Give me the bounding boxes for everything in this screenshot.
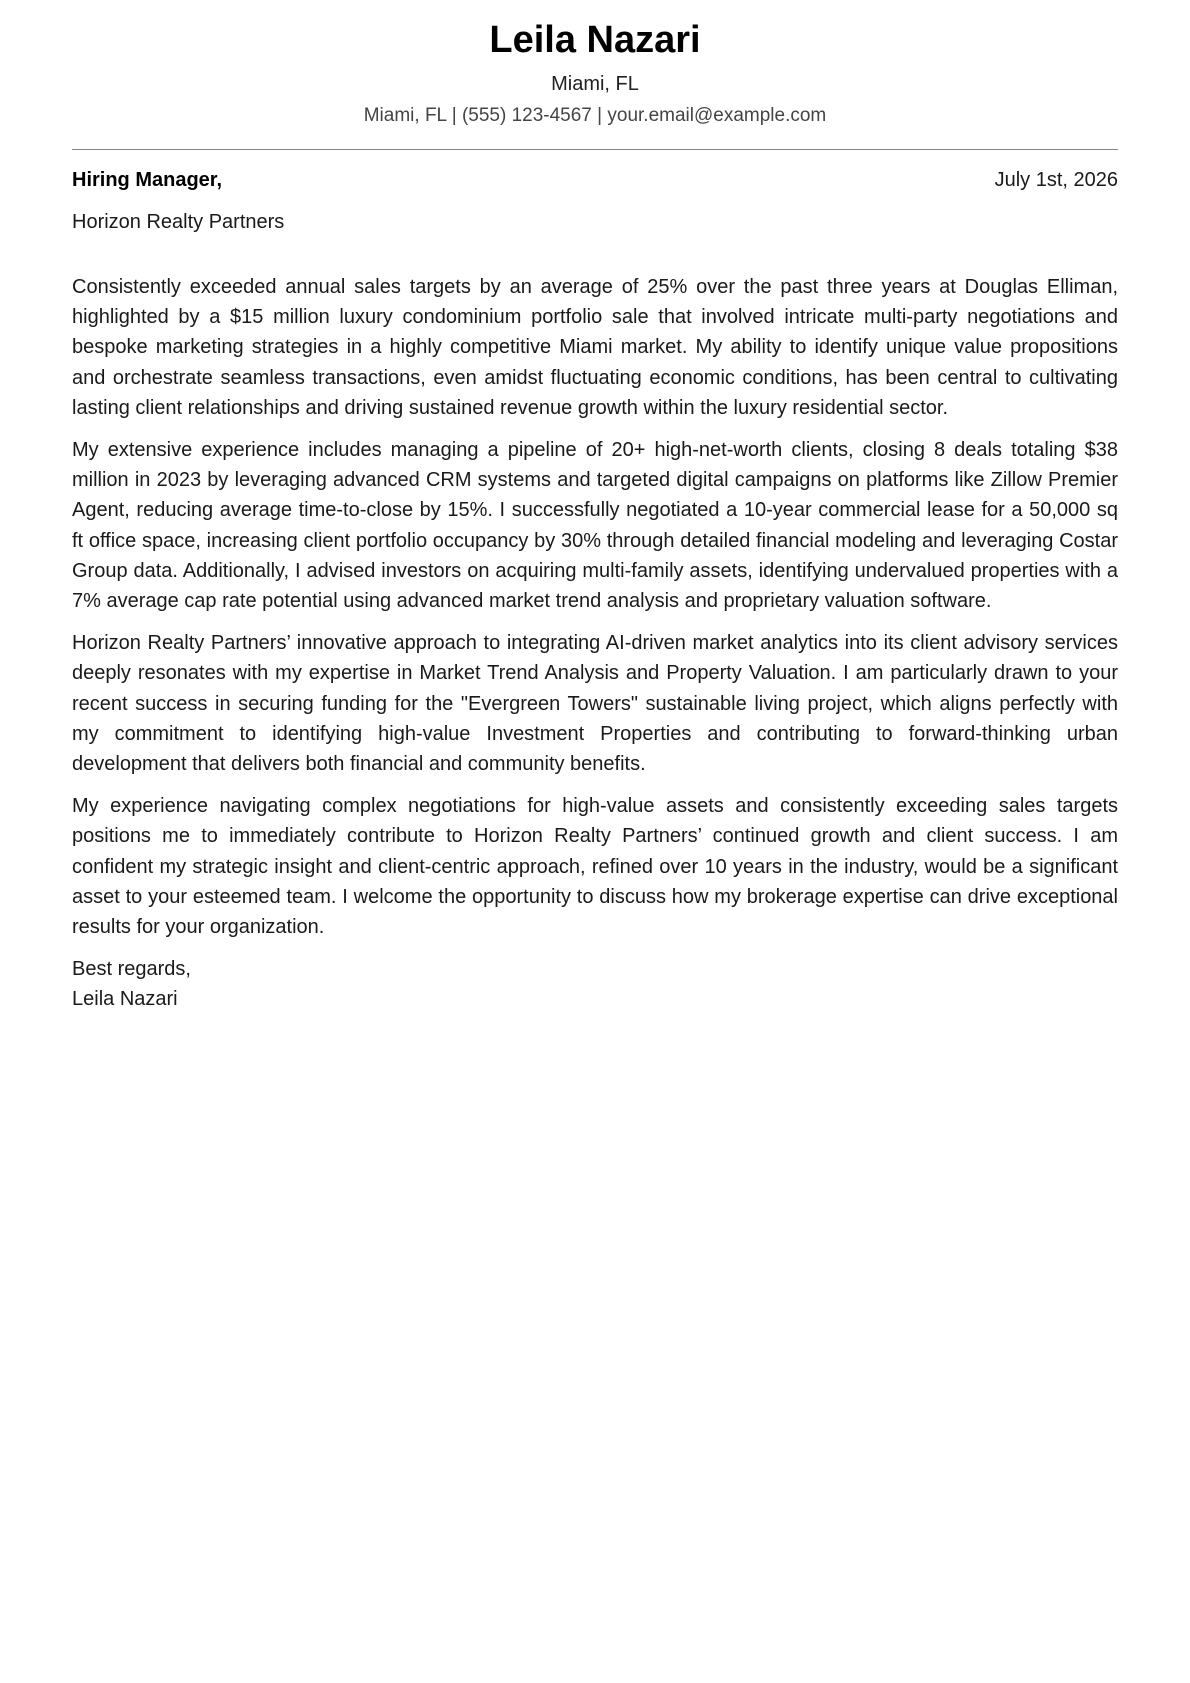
header-divider [72,149,1118,150]
signature-name: Leila Nazari [72,988,178,1011]
body-paragraph: My extensive experience includes managing a pipeline of 20+ high-net-worth clients, closing 8 deals totaling $38 million in 2023 by leveraging advanced CRM systems and targeted digital campaigns on platforms like Zillow Premier Agent, reducing average time-to-close by 15%. I successfully negotiated a 10-year commercial lease for a 50,000 sq ft office space, increasing client portfolio occupancy by 30% through detailed financial modeling and leveraging Costar Group data. Additionally, I advised investors on acquiring multi-family assets, identifying undervalued properties with a 7% average cap rate potential using advanced market trend analysis and proprietary valuation software. [72,439,1118,613]
letter-closing [72,954,1118,1014]
closing-phrase: Best regards, [72,958,191,981]
salutation: Hiring Manager, [72,169,223,191]
recipient-date-row [72,166,1118,194]
recipient-company: Horizon Realty Partners [72,211,285,233]
body-paragraph: Consistently exceeded annual sales targets by an average of 25% over the past three years at Douglas Elliman, highlighted by a $15 million luxury condominium portfolio sale that involved intricate multi-party negotiations and bespoke marketing strategies in a highly competitive Miami market. My ability to identify unique value propositions and orchestrate seamless transactions, even amidst fluctuating economic conditions, has been central to cultivating lasting client relationships and driving sustained revenue growth within the luxury residential sector. [72,276,1118,419]
contact-city: Miami, FL [363,105,447,126]
contact-phone: (555) 123-4567 [461,105,592,126]
applicant-name: Leila Nazari [489,19,701,61]
contact-line [72,102,1118,130]
letter-date: July 1st, 2026 [994,169,1118,191]
body-paragraph: Horizon Realty Partners’ innovative approach to integrating AI-driven market analytics into its client advisory services deeply resonates with my expertise in Market Trend Analysis and Property Valuation. I am particularly drawn to your recent success in securing funding for the "Evergreen Towers" sustainable living project, which aligns perfectly with my commitment to identifying high-value Investment Properties and contributing to forward-thinking urban development that delivers both financial and community benefits. [72,632,1118,776]
contact-separator: | [597,105,603,126]
contact-email: your.email@example.com [607,105,827,126]
contact-separator: | [451,105,457,126]
applicant-location: Miami, FL [551,73,639,95]
body-paragraph: My experience navigating complex negotiations for high-value assets and consistently exceeding sales targets positions me to immediately contribute to Horizon Realty Partners’ continued growth and client success. I am confident my strategic insight and client-centric approach, refined over 10 years in the industry, would be a significant asset to your esteemed team. I welcome the opportunity to discuss how my brokerage expertise can drive exceptional results for your organization. [72,795,1118,939]
letter-header [72,14,1118,130]
letter-body [72,272,1118,942]
